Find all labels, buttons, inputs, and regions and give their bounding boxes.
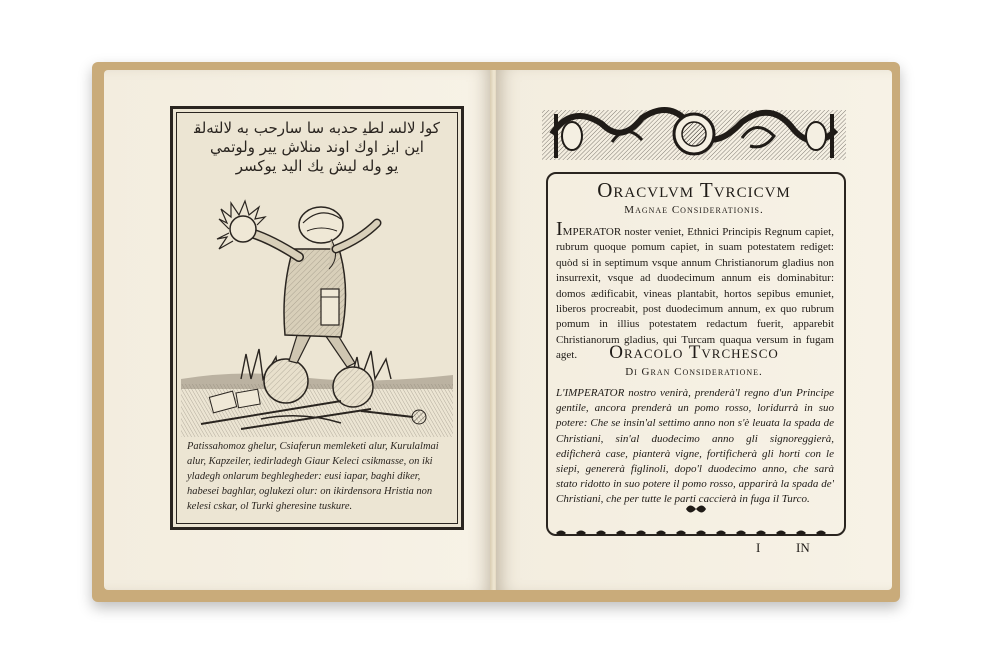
- latin-title: Oracvlvm Tvrcicvm: [597, 178, 791, 202]
- italian-title: Oracolo Tvrchesco: [609, 342, 779, 363]
- italian-paragraph: L'IMPERATOR nostro venirà, prenderà'l regno d'un Principe gentile, ancora prenderà un pomo rosso, loridurrà in suo potere: Che se insin'al settimo anno non s'è leuata la spada de Christiani, sin'al duodecimo anno gli signoreggierà, edificherà case, pianterà vigne, fortificherà gli horti con le siepi, genererà figlinoli, dopo'l duodecimo anno, che sarà stato ridotto in suo potere il pomo rosso, apparirà la spada de' Christiani, che per tutte le parti caccierà in fuga il Turco.: [556, 387, 834, 506]
- ornamental-headpiece: [542, 104, 846, 166]
- latin-subtitle: Magnae Considerationis.: [624, 204, 764, 216]
- italian-subtitle: Di Gran Consideratione.: [625, 366, 763, 378]
- fleuron-border-row: [552, 528, 836, 538]
- open-book: [92, 62, 900, 602]
- ottoman-script-inscription: [187, 119, 447, 177]
- catchword: IN: [796, 540, 810, 555]
- script-line: ﺍﻳﻦ ﺍﻳﺰ ﺍﻭﻙ ﺍﻭﻧﺪ ﻣﻨﻼﺵ ﻳﻴﺮ ﻭﻟﻮﺗﻤﻲ: [210, 138, 424, 156]
- page-number: I: [756, 540, 761, 555]
- plate-caption: Patissahomoz ghelur, Csiaferun memleketi alur, Kurulalmai alur, Kapzeiler, iedirladegh Giaur Keleci csikmasse, on iki yladegh onlarum beghlegheder: eusi iapar, baghi diker, habesei baghlar, oglukezi olur: on ikirdensora Hristia non kelesi cskar, ol Turki gheresine tuskure.: [187, 441, 439, 512]
- fleuron-ornament: [684, 502, 708, 516]
- script-line: ﻳﻮ ﻭﻟﻪ ﻟﻴﺶ ﻳﻚ ﺍﻟﻴﺪ ﻳﻮﻛﺴﺮ: [235, 157, 399, 175]
- script-line: ﻛﻮﻟ ﻟﺎﻟﺴ ﻟﻄﻴ ﺣﺪﺑﻪ ﺳﺎ ﺳﺎﺭﺣﺐ ﺑﻪ ﻟﺎﻟﺘﻪﻟﻘ: [194, 119, 440, 137]
- latin-text: MPERATOR noster veniet, Ethnici Principis Regnum capiet, rubrum quoque pomum capiet, in suam potestatem rediget: quòd si in septimum vsque annum Christianorum gladius non insurrexit, vsque ad duodecimum annum eis dominabitur: domos ædificabit, vineas plantabit, hortos sepibus emuniet, liberos procreabit, post duodecimum annum, ex quo rubrum pomum in illius potestatem redactum fuerit, apparebit Christianorum gladius, qui Turcam quaqua versum in fugam aget.: [556, 226, 834, 362]
- latin-dropcap: I: [556, 218, 563, 240]
- right-page: [496, 70, 892, 590]
- sultan-engraving-illustration: [181, 179, 453, 437]
- left-page: [104, 70, 492, 590]
- engraved-plate: [170, 106, 464, 530]
